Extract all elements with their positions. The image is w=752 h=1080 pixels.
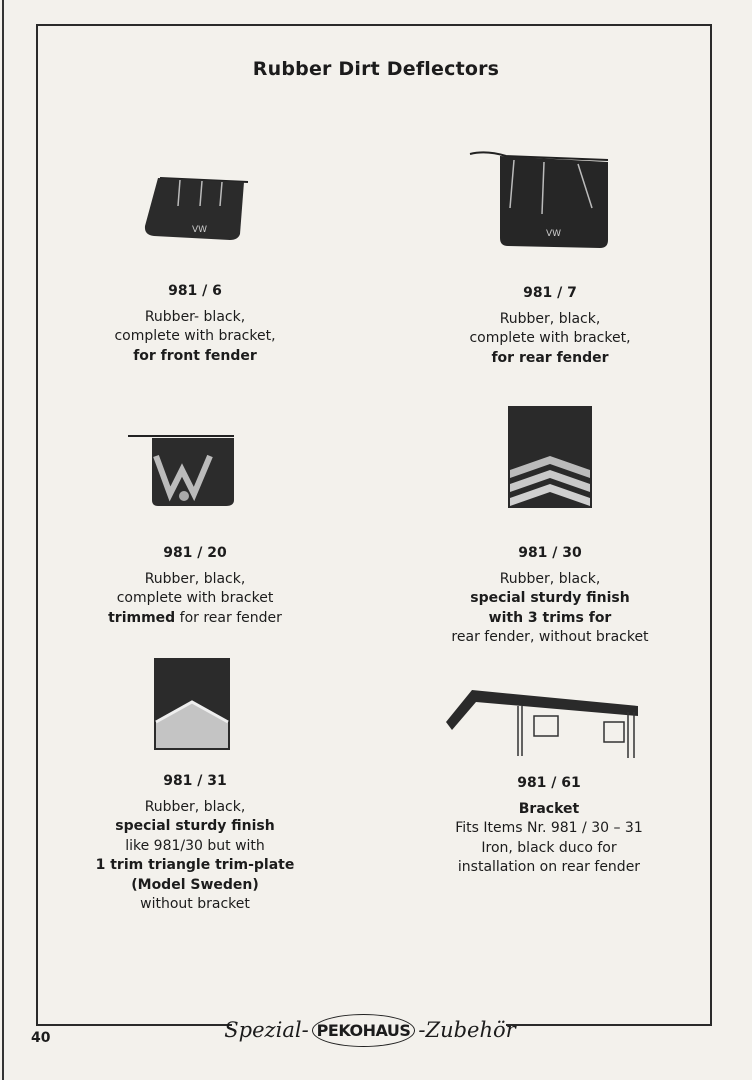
item-desc-line: complete with bracket, (469, 330, 631, 346)
item-number: 981 / 61 (517, 775, 581, 791)
item-desc-line: without bracket (140, 896, 250, 912)
page-edge-line (2, 0, 4, 1080)
item-desc-line: with 3 trims for (488, 609, 612, 626)
item-number: 981 / 30 (518, 545, 582, 561)
item-desc-line: Rubber, black, (144, 570, 246, 587)
item-number: 981 / 6 (168, 283, 222, 299)
page-title: Rubber Dirt Deflectors (252, 58, 500, 80)
item-desc-line: rear fender, without bracket (451, 629, 649, 645)
item-desc-line: Bracket (518, 800, 580, 817)
sturdy-three-trim-deflector-image (506, 404, 594, 510)
svg-text:VW: VW (192, 225, 208, 235)
frame-bottom-left (36, 1024, 232, 1026)
item-981-31 (85, 772, 305, 915)
rear-fender-deflector-image (466, 148, 612, 250)
item-desc-line: for rear fender (491, 349, 609, 366)
frame-bottom-right (506, 1024, 712, 1026)
page-number: 40 (31, 1030, 51, 1046)
item-desc-line: like 981/30 but with (125, 837, 265, 854)
front-fender-deflector-image (140, 170, 254, 244)
bracket-image (442, 682, 646, 762)
item-number: 981 / 7 (523, 285, 577, 301)
item-desc-line: complete with bracket (116, 590, 274, 606)
item-desc-line: Iron, black duco for (481, 839, 617, 856)
item-desc-line: complete with bracket, (114, 328, 276, 344)
item-981-61 (438, 774, 660, 878)
item-981-20 (95, 544, 295, 628)
item-981-30 (430, 544, 670, 648)
item-desc-line: for front fender (133, 347, 257, 364)
item-desc-line: installation on rear fender (457, 859, 641, 875)
item-981-6 (95, 282, 295, 366)
footer-brand: PEKOHAUS (312, 1014, 416, 1047)
item-desc-line: 1 trim triangle trim-plate (95, 857, 295, 873)
svg-text:VW: VW (546, 229, 562, 239)
item-desc-line: special sturdy finish (470, 590, 630, 606)
item-desc-line: (Model Sweden) (131, 876, 259, 893)
item-desc-line: Rubber, black, (499, 310, 601, 327)
item-desc-line: Rubber- black, (144, 308, 246, 325)
item-number: 981 / 31 (163, 773, 227, 789)
footer-right-text: -Zubehör (418, 1018, 516, 1042)
footer-left-text: Spezial- (224, 1018, 309, 1042)
item-981-7 (440, 284, 660, 368)
item-desc-bold: trimmed (108, 609, 176, 626)
model-sweden-deflector-image (152, 656, 232, 752)
item-desc-line: Rubber, black, (499, 570, 601, 587)
item-desc-line: Fits Items Nr. 981 / 30 – 31 (455, 820, 643, 836)
trimmed-deflector-image (126, 430, 238, 508)
item-number: 981 / 20 (163, 545, 227, 561)
footer-logo (224, 1008, 516, 1052)
item-desc-line: Rubber, black, (144, 798, 246, 815)
item-desc-line: for rear fender (179, 609, 282, 626)
item-desc-line: special sturdy finish (115, 818, 275, 834)
